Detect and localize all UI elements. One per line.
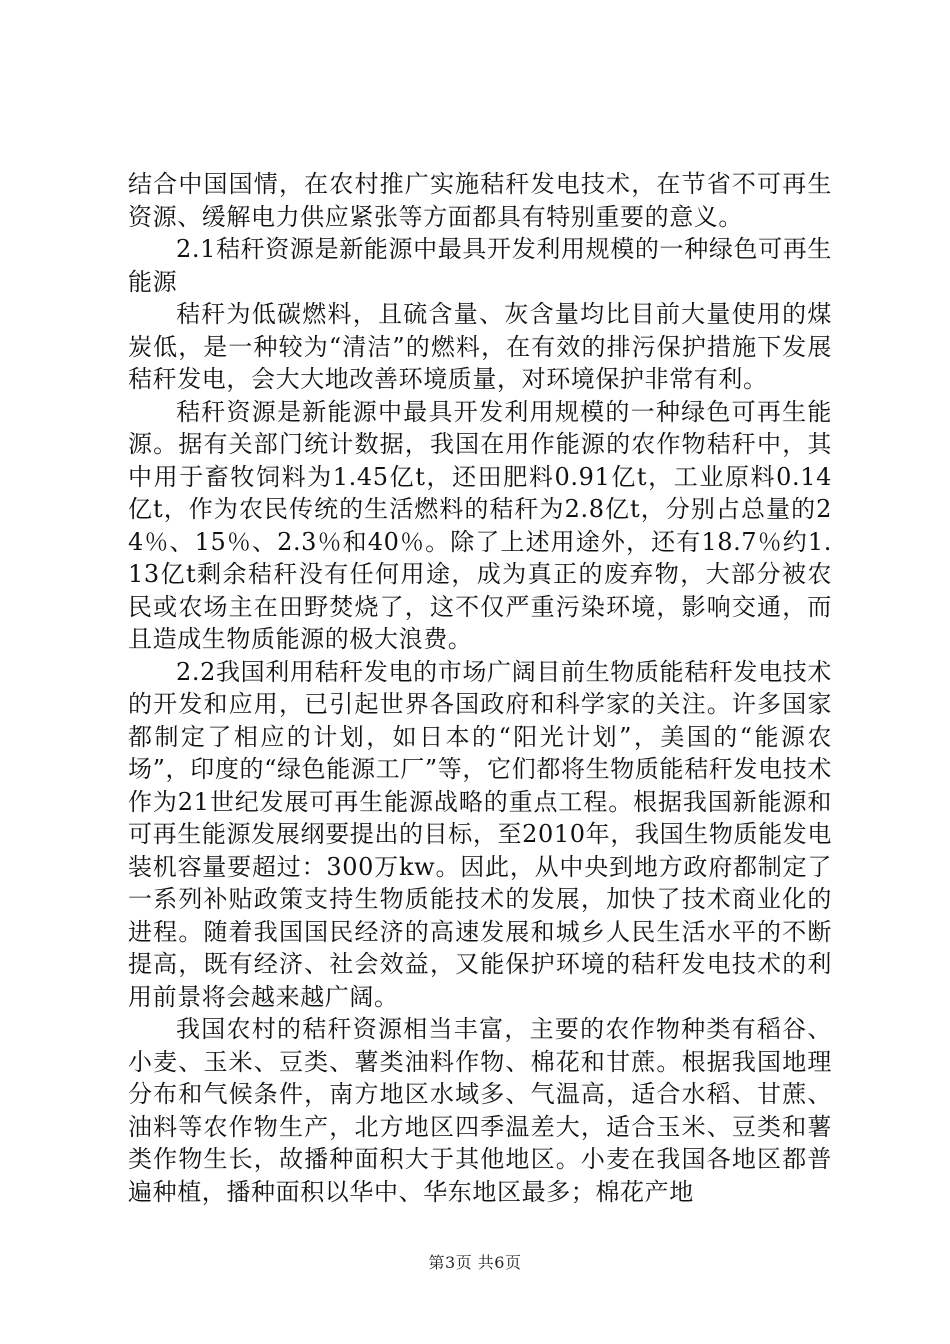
paragraph-crop-distribution: 我国农村的秸秆资源相当丰富，主要的农作物种类有稻谷、小麦、玉米、豆类、薯类油料作物、棉花和甘蔗。根据我国地理分布和气候条件，南方地区水域多、气温高，适合水稻、甘蔗、油料等农作物生产，北方地区四季温差大，适合玉米、豆类和薯类作物生长，故播种面积大于其他地区。小麦在我国各地区都普遍种植，播种面积以华中、华东地区最多；棉花产地 bbox=[128, 1015, 832, 1206]
paragraph-low-carbon-fuel: 秸秆为低碳燃料，且硫含量、灰含量均比目前大量使用的煤炭低，是一种较为“清洁”的燃料，在有效的排污保护措施下发展秸秆发电，会大大地改善环境质量，对环境保护非常有利。 bbox=[128, 300, 832, 393]
document-body bbox=[128, 168, 832, 1208]
page-number-footer: 第3页 共6页 bbox=[428, 1253, 522, 1272]
section-heading-2-1: 2.1秸秆资源是新能源中最具开发利用规模的一种绿色可再生能源 bbox=[128, 235, 832, 296]
paragraph-intro: 结合中国国情，在农村推广实施秸秆发电技术，在节省不可再生资源、缓解电力供应紧张等方面都具有特别重要的意义。 bbox=[128, 170, 832, 231]
paragraph-market-outlook: 2.2我国利用秸秆发电的市场广阔目前生物质能秸秆发电技术的开发和应用，已引起世界各国政府和科学家的关注。许多国家都制定了相应的计划，如日本的“阳光计划”，美国的“能源农场”，印度的“绿色能源工厂”等，它们都将生物质能秸秆发电技术作为21世纪发展可再生能源战略的重点工程。根据我国新能源和可再生能源发展纲要提出的目标，至2010年，我国生物质能发电装机容量要超过：300万kw。因此，从中央到地方政府都制定了一系列补贴政策支持生物质能技术的发展，加快了技术商业化的进程。随着我国国民经济的高速发展和城乡人民生活水平的不断提高，既有经济、社会效益，又能保护环境的秸秆发电技术的利用前景将会越来越广阔。 bbox=[128, 657, 832, 1011]
paragraph-straw-statistics: 秸秆资源是新能源中最具开发利用规模的一种绿色可再生能源。据有关部门统计数据，我国在用作能源的农作物秸秆中，其中用于畜牧饲料为1.45亿t，还田肥料0.91亿t，工业原料0.14亿t，作为农民传统的生活燃料的秸秆为2.8亿t，分别占总量的24％、15％、2.3％和40％。除了上述用途外，还有18.7％约1.13亿t剩余秸秆没有任何用途，成为真正的废弃物，大部分被农民或农场主在田野焚烧了，这不仅严重污染环境，影响交通，而且造成生物质能源的极大浪费。 bbox=[128, 397, 832, 653]
